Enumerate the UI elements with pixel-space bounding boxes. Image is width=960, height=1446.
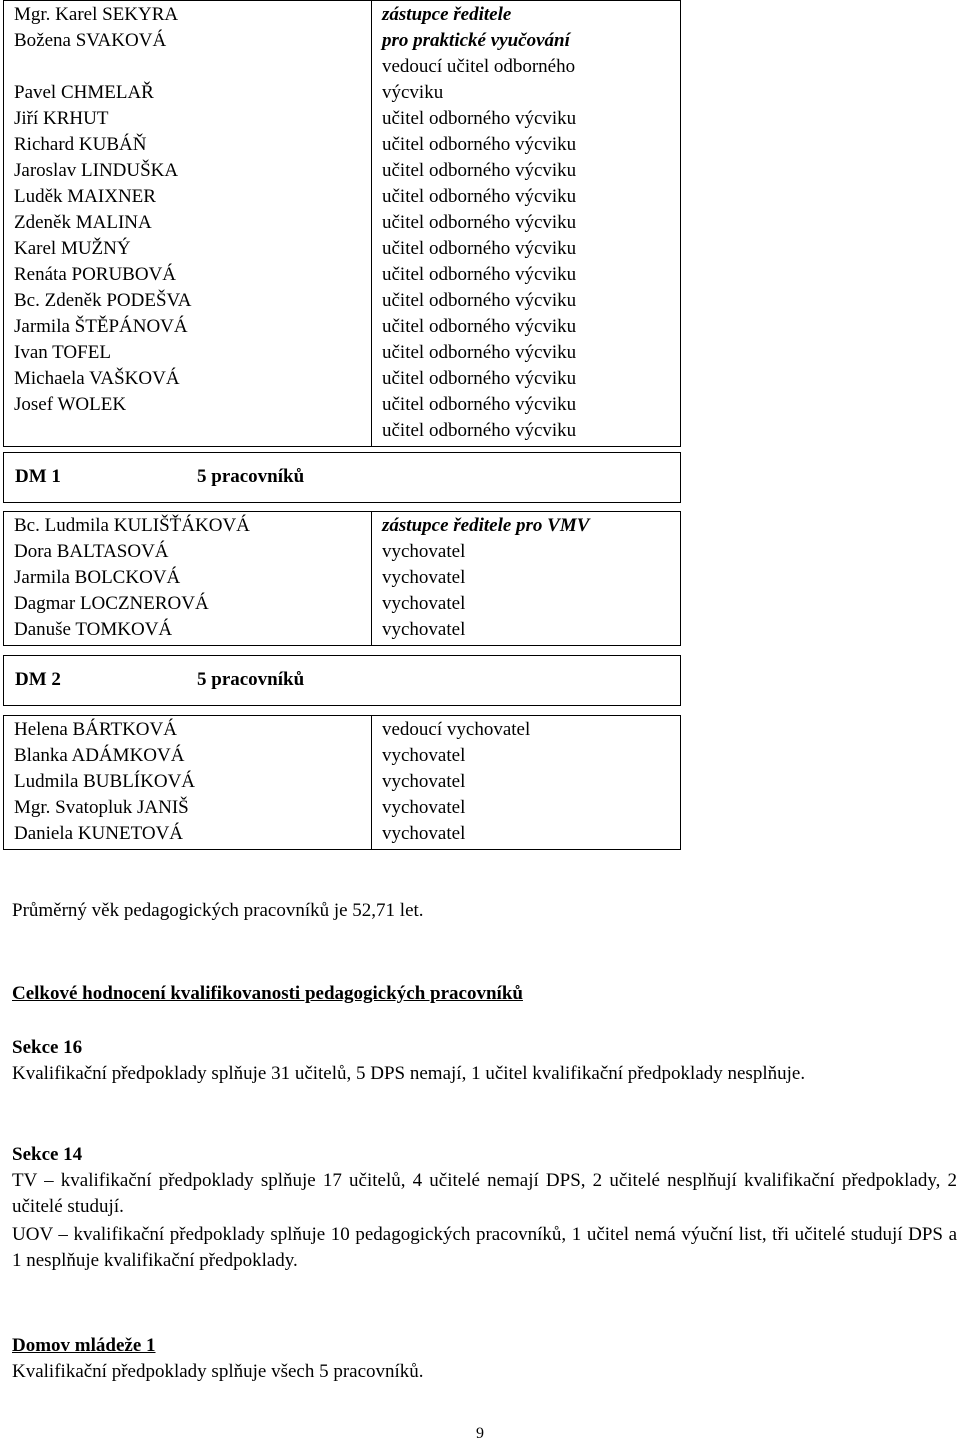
staff-name: Jarmila ŠTĚPÁNOVÁ [14,316,188,337]
average-age-text: Průměrný věk pedagogických pracovníků je 52,71 let. [12,900,424,921]
staff-name: Ludmila BUBLÍKOVÁ [14,771,196,792]
staff-name: Jiří KRHUT [14,108,109,129]
staff-role: učitel odborného výcviku [382,368,577,389]
staff-name: Dora BALTASOVÁ [14,541,169,562]
staff-role: učitel odborného výcviku [382,238,577,259]
staff-name: Danuše TOMKOVÁ [14,619,173,640]
staff-name: Karel MUŽNÝ [14,238,131,259]
staff-name: Božena SVAKOVÁ [14,30,167,51]
dm1-header [3,452,681,503]
roles-column [372,512,681,646]
staff-name: Pavel CHMELAŘ [14,82,154,103]
staff-role: vychovatel [382,593,466,614]
staff-role: učitel odborného výcviku [382,394,577,415]
staff-role: pro praktické vyučování [382,30,570,51]
staff-role: výcviku [382,82,444,103]
staff-name: Mgr. Karel SEKYRA [14,4,179,25]
staff-name: Helena BÁRTKOVÁ [14,719,177,740]
staff-name: Daniela KUNETOVÁ [14,823,184,844]
roles-column [372,1,681,447]
names-column [4,1,372,447]
staff-name: Ivan TOFEL [14,342,111,363]
domov1-text: Kvalifikační předpoklady splňuje všech 5 pracovníků. [12,1361,424,1382]
staff-role: vedoucí vychovatel [382,719,531,740]
staff-role: vychovatel [382,771,466,792]
staff-name: Renáta PORUBOVÁ [14,264,177,285]
domov1-heading: Domov mládeže 1 [12,1335,156,1356]
sekce14-tv-text: TV – kvalifikační předpoklady splňuje 17 učitelů, 4 učitelé nemají DPS, 2 učitelé nesplňují kvalifikační předpoklady, 2 učitelé studují. [12,1170,957,1217]
staff-role: vychovatel [382,823,466,844]
staff-role: vedoucí učitel odborného [382,56,576,77]
staff-table-dm1 [3,511,681,646]
staff-role: učitel odborného výcviku [382,160,577,181]
staff-role: učitel odborného výcviku [382,186,577,207]
dm2-label: DM 2 [15,669,61,690]
dm2-count: 5 pracovníků [197,669,305,690]
staff-role: vychovatel [382,797,466,818]
staff-name: Bc. Ludmila KULIŠŤÁKOVÁ [14,515,250,536]
dm2-header [3,655,681,706]
staff-role: učitel odborného výcviku [382,316,577,337]
staff-name: Josef WOLEK [14,394,127,415]
staff-name: Michaela VAŠKOVÁ [14,368,180,389]
staff-role: vychovatel [382,567,466,588]
staff-role: vychovatel [382,541,466,562]
staff-role: vychovatel [382,619,466,640]
staff-name: Dagmar LOCZNEROVÁ [14,593,209,614]
staff-role: učitel odborného výcviku [382,290,577,311]
staff-role: učitel odborného výcviku [382,134,577,155]
sekce14-uov-text: UOV – kvalifikační předpoklady splňuje 10 pedagogických pracovníků, 1 učitel nemá výuční list, tři učitelé studují DPS a 1 nesplňuje kvalifikační předpoklady. [12,1224,957,1271]
sekce16-heading: Sekce 16 [12,1037,83,1058]
staff-role: vychovatel [382,745,466,766]
staff-name: Jaroslav LINDUŠKA [14,160,179,181]
staff-role: učitel odborného výcviku [382,108,577,129]
sekce16-text: Kvalifikační předpoklady splňuje 31 učitelů, 5 DPS nemají, 1 učitel kvalifikační předpoklady nesplňuje. [12,1063,806,1084]
names-column [4,512,372,646]
staff-name: Richard KUBÁŇ [14,134,147,155]
staff-name: Blanka ADÁMKOVÁ [14,745,185,766]
staff-role: učitel odborného výcviku [382,342,577,363]
table-row [4,716,681,850]
dm1-label: DM 1 [15,466,61,487]
qualification-heading: Celkové hodnocení kvalifikovanosti pedagogických pracovníků [12,983,523,1004]
staff-name: Jarmila BOLCKOVÁ [14,567,181,588]
staff-role: učitel odborného výcviku [382,212,577,233]
staff-name: Zdeněk MALINA [14,212,152,233]
staff-role: učitel odborného výcviku [382,420,577,441]
staff-role: zástupce ředitele [382,4,512,25]
table-row [4,1,681,447]
table-row [4,512,681,646]
staff-role: zástupce ředitele pro VMV [382,515,590,536]
names-column [4,716,372,850]
staff-name: Mgr. Svatopluk JANIŠ [14,797,189,818]
page-number: 9 [476,1425,484,1442]
staff-role: učitel odborného výcviku [382,264,577,285]
staff-table-practical [3,0,681,447]
staff-table-dm2 [3,715,681,850]
staff-name: Luděk MAIXNER [14,186,156,207]
sekce14-heading: Sekce 14 [12,1144,83,1165]
dm1-count: 5 pracovníků [197,466,305,487]
roles-column [372,716,681,850]
staff-name: Bc. Zdeněk PODEŠVA [14,290,192,311]
